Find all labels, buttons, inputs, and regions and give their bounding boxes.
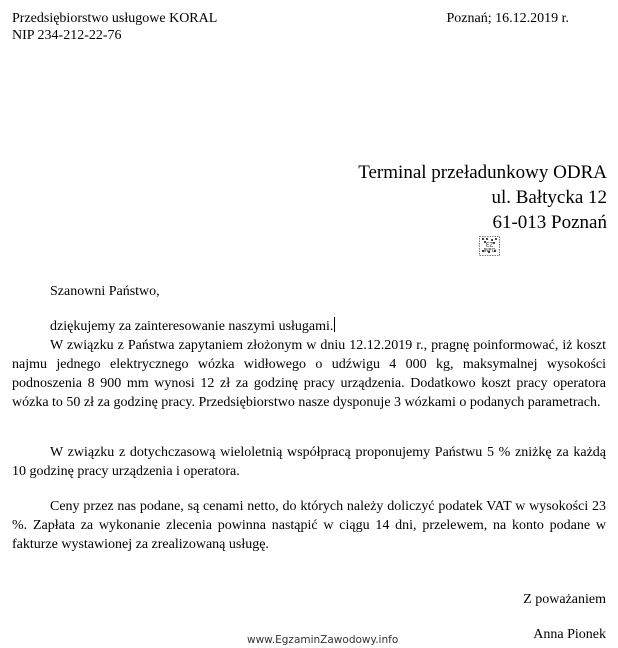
sender-nip: NIP 234-212-22-76: [12, 28, 122, 43]
watermark: www.EgzaminZawodowy.info: [247, 634, 399, 646]
paragraph-offer: W związku z Państwa zapytaniem złożonym w dniu 12.12.2019 r., pragnę poinformować, iż koszt najmu jednego elektrycznego wózka widłowego o udźwigu 4 000 kg, maksymalnej wysokości podnoszenia 8 900 mm wynosi 12 zł za godzinę pracy urządzenia. Dodatkowo koszt pracy operatora wózka to 50 zł za godzinę pracy. Przedsiębiorstwo nasze dysponuje 3 wózkami o podanych parametrach.: [12, 338, 606, 410]
sender-company: Przedsiębiorstwo usługowe KORAL: [12, 11, 218, 26]
closing: Z poważaniem: [523, 592, 606, 607]
recipient-name: Terminal przeładunkowy ODRA: [358, 162, 607, 183]
signature: Anna Pionek: [533, 627, 606, 642]
thanks-text: dziękujemy za zainteresowanie naszymi usługami.: [50, 319, 334, 334]
qr-code-icon: [479, 236, 500, 256]
qr-label-line2: INFO: [483, 248, 496, 254]
place-date: Poznań; 16.12.2019 r.: [446, 11, 569, 26]
paragraph-discount: W związku z dotychczasową wieloletnią współpracą proponujemy Państwu 5 % zniżkę za każdą 10 godzinę pracy urządzenia i operatora.: [12, 445, 606, 479]
greeting: Szanowni Państwo,: [50, 284, 160, 299]
recipient-city: 61-013 Poznań: [492, 212, 607, 233]
recipient-street: ul. Bałtycka 12: [491, 187, 607, 208]
thanks-line: [50, 317, 335, 336]
qr-label-line1: EZ: [485, 242, 494, 249]
paragraph-payment: Ceny przez nas podane, są cenami netto, do których należy doliczyć podatek VAT w wysokości 23 %. Zapłata za wykonanie zlecenia powinna nastąpić w ciągu 14 dni, przelewem, na konto podane w fakturze wystawionej za zrealizowaną usługę.: [12, 499, 606, 552]
text-cursor: [334, 317, 335, 332]
